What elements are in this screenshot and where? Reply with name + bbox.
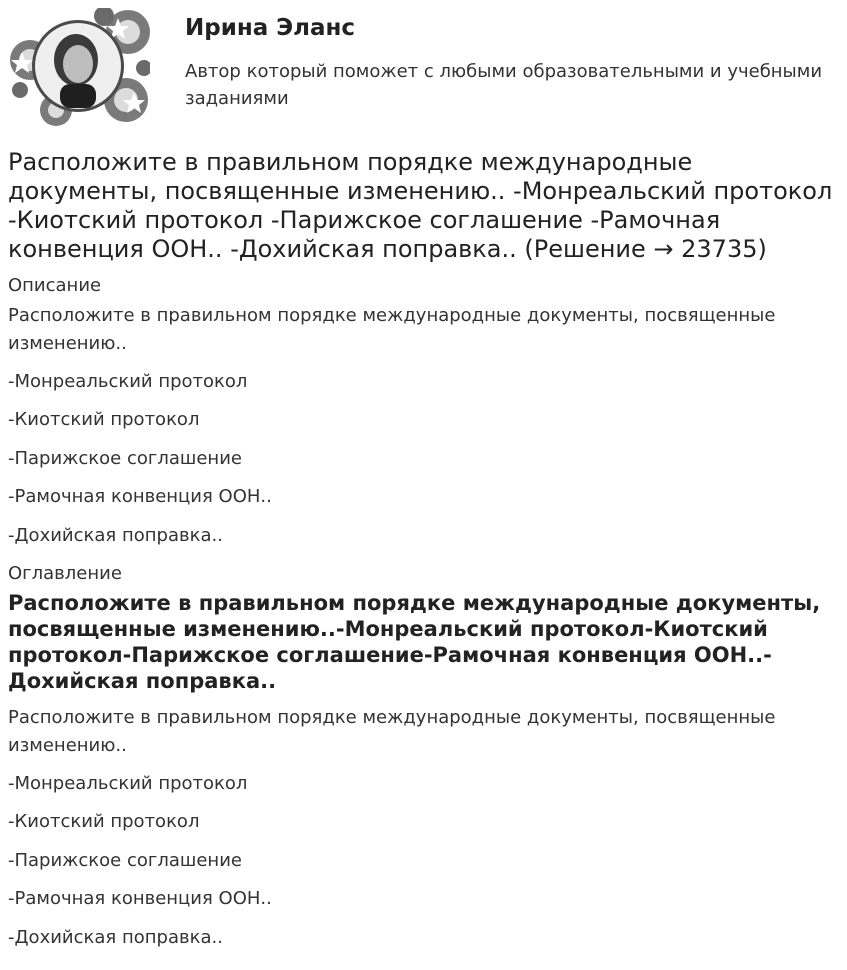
film-reel-avatar-icon [10,8,150,126]
list-item: -Киотский протокол [8,409,200,430]
list-item: -Монреальский протокол [8,773,248,794]
list-item: -Парижское соглашение [8,850,242,871]
description-label: Описание [8,275,102,296]
author-name[interactable]: Ирина Эланс [185,15,356,41]
page-title: Расположите в правильном порядке международные документы, посвященные изменению.. -Монреальский протокол -Киотский протокол -Парижское соглашение -Рамочная конвенция ООН.. -Дохийская поправка.. (Решение → 23735) [8,148,833,263]
author-description: Автор который поможет с любыми образовательными и учебными заданиями [185,61,823,109]
toc-heading[interactable]: Расположите в правильном порядке международные документы, посвященные изменению..-Монреальский протокол-Киотский протокол-Парижское соглашение-Рамочная конвенция ООН..-Дохийская поправка.. [8,591,821,693]
list-item: -Монреальский протокол [8,371,248,392]
list-item: -Парижское соглашение [8,448,242,469]
list-item: -Рамочная конвенция ООН.. [8,888,272,909]
list-item: -Дохийская поправка.. [8,927,223,948]
list-item: -Рамочная конвенция ООН.. [8,486,272,507]
avatar[interactable] [8,8,150,126]
author-card [8,8,838,128]
list-item: -Киотский протокол [8,811,200,832]
list-item: -Дохийская поправка.. [8,525,223,546]
description-intro: Расположите в правильном порядке международные документы, посвященные изменению.. [8,305,776,354]
toc-intro: Расположите в правильном порядке международные документы, посвященные изменению.. [8,707,776,756]
toc-label: Оглавление [8,563,122,584]
